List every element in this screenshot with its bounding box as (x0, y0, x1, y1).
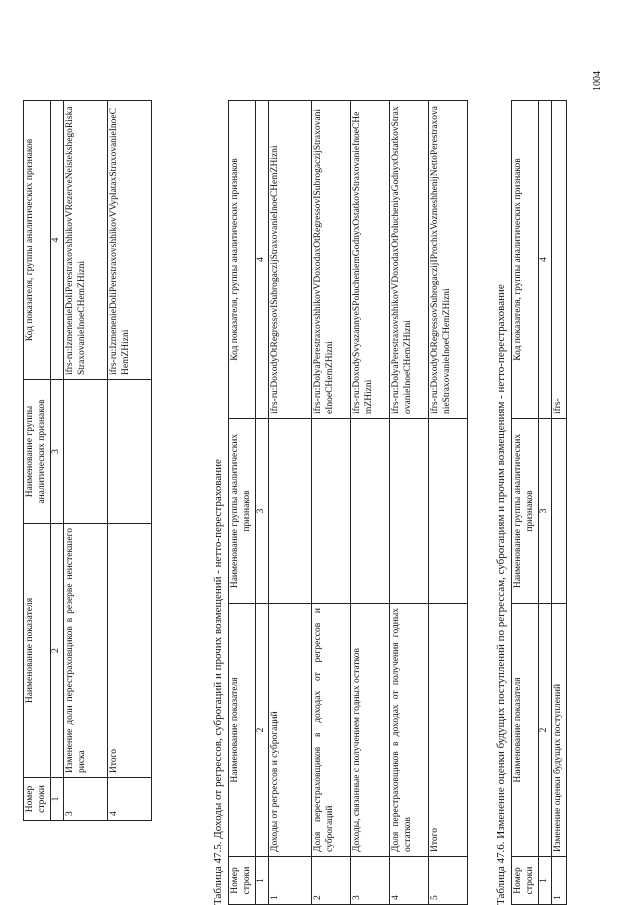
row-group (63, 380, 107, 524)
row-name: Изменение оценки будущих поступлений (551, 604, 566, 857)
header-num: Номер строки (24, 778, 51, 821)
header-indicator: Наименование показателя (512, 604, 539, 857)
row-name: Итого (107, 524, 151, 778)
col-index: 4 (255, 101, 268, 419)
row-name: Доходы, связанные с получением годных остатков (350, 604, 389, 857)
col-index: 4 (50, 101, 63, 380)
col-index: 2 (50, 524, 63, 778)
col-index: 1 (538, 857, 551, 905)
table-47-5 (228, 100, 468, 905)
row-num: 1 (268, 857, 311, 905)
header-group: Наименование группы аналитических признаков (229, 419, 256, 604)
col-index: 1 (50, 778, 63, 821)
row-group (350, 419, 389, 604)
row-name: Доля перестраховщиков в доходах от регрессов и суброгаций (311, 604, 350, 857)
header-code: Код показателя, группы аналитических признаков (512, 101, 539, 419)
row-group (268, 419, 311, 604)
table-47-6-caption: Таблица 47.6. Изменение оценки будущих поступлений по регрессам, суброгациям и прочим возмещениям - нетто-перестрахование (495, 284, 507, 905)
header-code: Код показателя, группы аналитических признаков (229, 101, 256, 419)
row-group (551, 419, 566, 604)
header-indicator: Наименование показателя (24, 524, 51, 778)
table-47-5-caption: Таблица 47.5. Доходы от регрессов, суброгаций и прочих возмещений - нетто-перестрахование (212, 459, 224, 905)
row-num: 5 (428, 857, 467, 905)
row-group (107, 380, 151, 524)
row-name: Доля перестраховщиков в доходах от получения годных остатков (389, 604, 428, 857)
header-code: Код показателя, группы аналитических признаков (24, 101, 51, 380)
row-code: ifrs-ru:DoxodyOtRegressovSubrogaczijIProchixVozmeshhenijNettoPerestraxovanieStraxovanieInoeCHemZHizni (428, 101, 467, 419)
row-num: 3 (63, 778, 107, 821)
row-code: ifrs-ru:DoxodyOtRegressovISubrogaczijStraxovanieInoeCHemZHizni (268, 101, 311, 419)
header-group: Наименование группы аналитических признаков (512, 419, 539, 604)
row-code: ifrs-ru:IzmenenieDoliPerestraxovshhikovVRezerveNeistekshegoRiskaStraxovanieInoeCHemZHizni (63, 101, 107, 380)
table-47-6 (511, 100, 567, 905)
row-name: Изменение доли перестраховщиков в резерве неистекшего риска (63, 524, 107, 778)
row-num: 4 (389, 857, 428, 905)
row-code: ifrs- (551, 101, 566, 419)
row-group (428, 419, 467, 604)
row-num: 1 (551, 857, 566, 905)
row-code: ifrs-ru:IzmenenieDoliPerestraxovshhikovVVyplataxStraxovanieInoeCHemZHizni (107, 101, 151, 380)
table-47-4-continuation (23, 100, 152, 821)
row-num: 4 (107, 778, 151, 821)
row-code: ifrs-ru:DoxodySvyazannyeSPolucheniemGodnyxOstatkovStraxovanieInoeCHemZHizni (350, 101, 389, 419)
header-group: Наименование группы аналитических признаков (24, 380, 51, 524)
header-num: Номер строки (512, 857, 539, 905)
row-group (311, 419, 350, 604)
col-index: 3 (255, 419, 268, 604)
row-code: ifrs-ru:DolyaPerestraxovshhikovVDoxodaxOtPolucheniyaGodnyxOstatkovStraxovanieInoeCHemZHizni (389, 101, 428, 419)
col-index: 3 (50, 380, 63, 524)
page-number: 1004 (592, 71, 603, 91)
col-index: 1 (255, 857, 268, 905)
row-name: Доходы от регрессов и суброгаций (268, 604, 311, 857)
row-code: ifrs-ru:DolyaPerestraxovshhikovVDoxodaxOtRegressovISubrogaczijStraxovanieInoeCHemZHizni (311, 101, 350, 419)
row-num: 2 (311, 857, 350, 905)
row-group (389, 419, 428, 604)
row-name: Итого (428, 604, 467, 857)
header-num: Номер строки (229, 857, 256, 905)
col-index: 2 (255, 604, 268, 857)
row-num: 3 (350, 857, 389, 905)
header-indicator: Наименование показателя (229, 604, 256, 857)
col-index: 3 (538, 419, 551, 604)
col-index: 2 (538, 604, 551, 857)
col-index: 4 (538, 101, 551, 419)
